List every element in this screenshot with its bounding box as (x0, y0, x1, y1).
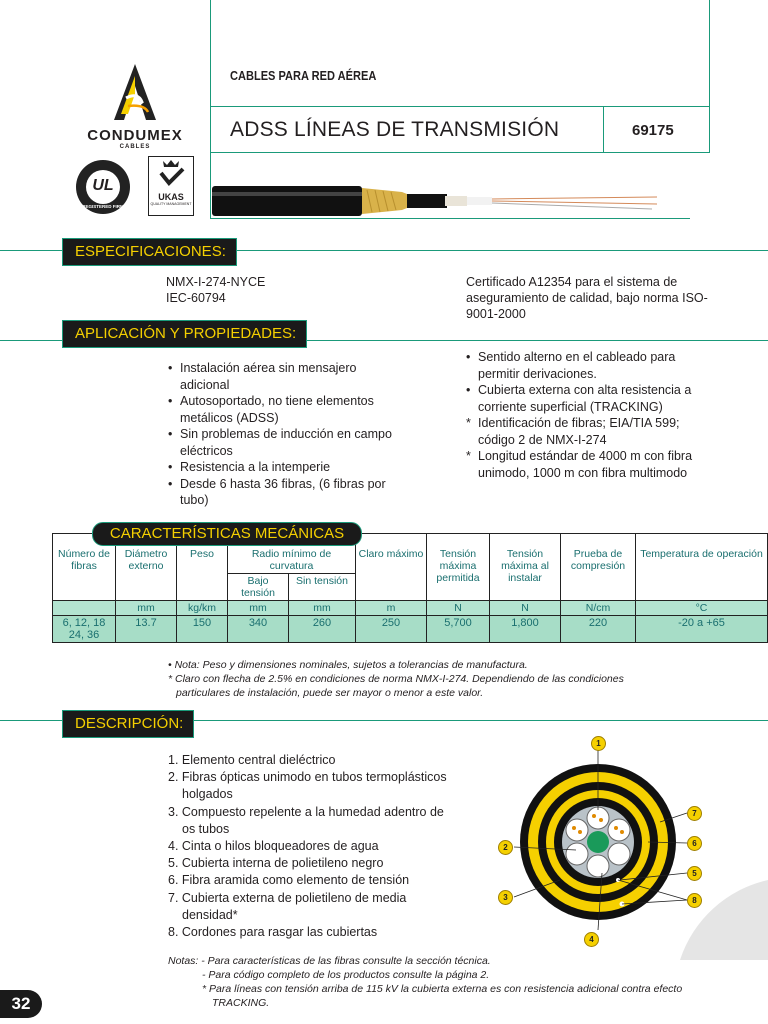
page-title: ADSS LÍNEAS DE TRANSMISIÓN (230, 118, 560, 141)
especificaciones-certificado: Certificado A12354 para el sistema de aseguramiento de calidad, bajo norma ISO-9001-2000 (466, 275, 708, 321)
list-item: 8. Cordones para rasgar las cubiertas (168, 925, 378, 940)
value-cell: -20 a +65 (636, 616, 768, 643)
cable-photo-icon (212, 182, 662, 222)
table-note-1: • Nota: Peso y dimensiones nominales, sujetos a tolerancias de manufactura. (168, 659, 528, 671)
product-code: 69175 (632, 122, 674, 139)
unit-cell: N/cm (561, 601, 636, 616)
cable-cross-section-diagram (490, 730, 768, 960)
callout-1: 1 (591, 736, 606, 751)
callout-7: 7 (687, 806, 702, 821)
aplicacion-list-left (168, 360, 408, 509)
col-bajo-header: Bajo tensión (228, 574, 289, 601)
list-item: • Sin problemas de inducción en campo eléctricos (168, 427, 392, 458)
callout-2: 2 (498, 840, 513, 855)
ukas-crown-check-icon (149, 157, 193, 187)
page-number: 32 (0, 990, 42, 1018)
callout-6: 6 (687, 836, 702, 851)
footer-note-1: Notas: - Para características de las fibras consulte la sección técnica. (168, 955, 491, 967)
frame-vertical-line (210, 0, 211, 218)
callout-4: 4 (584, 932, 599, 947)
condumex-brand-sub: CABLES (119, 144, 151, 150)
col-diametro-header: Diámetro externo (116, 534, 177, 601)
aplicacion-list-right (466, 349, 716, 481)
condumex-logo-mark (74, 62, 196, 124)
col-peso-header: Peso (177, 534, 228, 601)
descripcion-list (168, 752, 458, 941)
table-note-2: * Claro con flecha de 2.5% en condiciones de norma NMX-I-274. Dependiendo de las condiciones particulares de instalación, puede ser mayor o menor a este valor. (168, 673, 624, 699)
unit-cell: N (490, 601, 561, 616)
callout-3: 3 (498, 890, 513, 905)
descripcion-heading: DESCRIPCIÓN: (62, 710, 194, 738)
list-item: 6. Fibra aramida como elemento de tensión (168, 873, 410, 888)
value-cell: 5,700 (427, 616, 490, 643)
ul-logo (74, 158, 132, 216)
unit-cell: m (356, 601, 427, 616)
spec-norma-2: IEC-60794 (166, 291, 226, 305)
table-units-row (53, 601, 768, 616)
value-cell: 260 (289, 616, 356, 643)
col-tension-inst-header: Tensión máxima al instalar (490, 534, 561, 601)
spec-norma-1: NMX-I-274-NYCE (166, 275, 266, 289)
aplicacion-heading: APLICACIÓN Y PROPIEDADES: (62, 320, 307, 348)
col-tension-max-header: Tensión máxima permitida (427, 534, 490, 601)
especificaciones-heading: ESPECIFICACIONES: (62, 238, 237, 266)
col-sin-header: Sin tensión (289, 574, 356, 601)
list-item: 4. Cinta o hilos bloqueadores de agua (168, 839, 379, 854)
frame-title-bottom-line (210, 152, 710, 153)
especificaciones-left (166, 274, 265, 306)
ul-ring-text: REGISTERED FIRM (82, 204, 124, 209)
footer-note-3: * Para líneas con tensión arriba de 115 kV la cubierta externa es con resistencia adicional contra efecto TRACKING. (202, 983, 683, 1009)
value-cell: 220 (561, 616, 636, 643)
table-row (53, 616, 768, 643)
col-radio-header: Radio mínimo de curvatura (228, 534, 356, 574)
list-item: • Instalación aérea sin mensajero adicional (168, 361, 357, 392)
footer-note-2: - Para código completo de los productos consulte la página 2. (202, 969, 490, 981)
value-cell: 150 (177, 616, 228, 643)
unit-cell: mm (116, 601, 177, 616)
unit-cell: kg/km (177, 601, 228, 616)
condumex-brand: CONDUMEX (87, 127, 183, 144)
col-prueba-header: Prueba de compresión (561, 534, 636, 601)
category-label: CABLES PARA RED AÉREA (230, 68, 377, 83)
list-item: • Resistencia a la intemperie (168, 460, 331, 474)
col-temp-header: Temperatura de operación (636, 534, 768, 601)
ukas-sub-text: QUALITY MANAGEMENT (150, 202, 192, 206)
cable-image (212, 182, 662, 222)
callout-5: 5 (687, 866, 702, 881)
col-claro-header: Claro máximo (356, 534, 427, 601)
value-cell: 250 (356, 616, 427, 643)
cross-section-icon (490, 730, 768, 960)
list-item: • Autosoportado, no tiene elementos metálicos (ADSS) (168, 394, 374, 425)
mechanical-characteristics-table (52, 533, 768, 643)
list-item: • Desde 6 hasta 36 fibras, (6 fibras por tubo) (168, 476, 386, 507)
condumex-logo (74, 62, 196, 148)
unit-cell: mm (289, 601, 356, 616)
value-cell: 13.7 (116, 616, 177, 643)
mecanicas-heading: CARACTERÍSTICAS MECÁNICAS (92, 522, 362, 546)
list-item: 5. Cubierta interna de polietileno negro (168, 856, 384, 871)
unit-cell: N (427, 601, 490, 616)
value-cell: 1,800 (490, 616, 561, 643)
list-item: • Cubierta externa con alta resistencia a corriente superficial (TRACKING) (466, 383, 692, 414)
value-cell: 6, 12, 18 24, 36 (53, 616, 116, 643)
frame-right-line (709, 0, 710, 106)
unit-cell (53, 601, 116, 616)
ul-text: UL (92, 177, 114, 194)
frame-code-left-line (603, 106, 604, 153)
list-item: • Sentido alterno en el cableado para permitir derivaciones. (466, 350, 676, 381)
col-fibras-header: Número de fibras (53, 534, 116, 601)
list-item: * Longitud estándar de 4000 m con fibra unimodo, 1000 m con fibra multimodo (466, 449, 693, 480)
frame-title-line (210, 106, 710, 107)
unit-cell: °C (636, 601, 768, 616)
unit-cell: mm (228, 601, 289, 616)
value-cell: 340 (228, 616, 289, 643)
list-item: 3. Compuesto repelente a la humedad adentro de os tubos (168, 804, 444, 836)
ukas-logo (148, 156, 194, 216)
footer-notes (168, 954, 728, 1010)
ukas-text: UKAS (158, 192, 184, 202)
list-item: 2. Fibras ópticas unimodo en tubos termoplásticos holgados (168, 770, 447, 802)
list-item: * Identificación de fibras; EIA/TIA 599; código 2 de NMX-I-274 (466, 416, 680, 447)
list-item: 1. Elemento central dieléctrico (168, 753, 336, 767)
callout-8: 8 (687, 893, 702, 908)
table-notes (168, 658, 648, 700)
frame-code-right-line (709, 106, 710, 153)
list-item: 7. Cubierta externa de polietileno de media densidad* (168, 890, 407, 922)
